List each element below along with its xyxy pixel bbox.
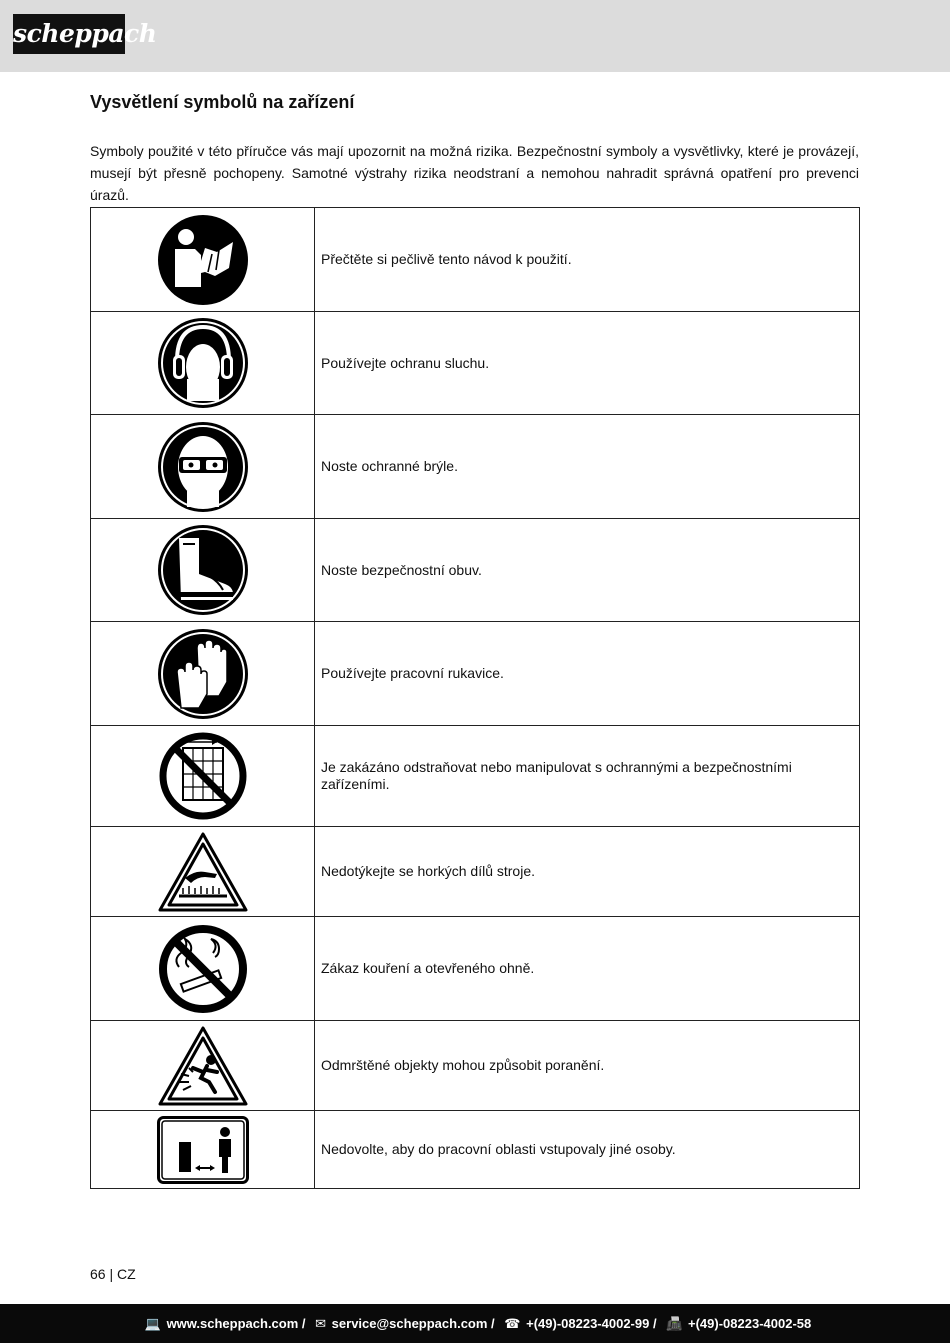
table-row xyxy=(91,1111,860,1189)
scheppach-logo: scheppach xyxy=(13,14,125,54)
table-row xyxy=(91,917,860,1021)
hot-surface-icon xyxy=(157,830,249,914)
icon-cell xyxy=(91,208,315,312)
table-row xyxy=(91,726,860,827)
symbol-description: Odmrštěné objekty mohou způsobit poranění. xyxy=(315,1021,860,1111)
safety-boot-icon xyxy=(157,524,249,616)
symbols-table xyxy=(90,207,860,1189)
fax-icon: 📠 xyxy=(666,1316,683,1331)
table-row xyxy=(91,415,860,519)
table-row xyxy=(91,1021,860,1111)
icon-cell xyxy=(91,1111,315,1189)
no-smoking-icon xyxy=(157,923,249,1015)
email-icon: ✉ xyxy=(315,1316,327,1331)
table-row xyxy=(91,208,860,312)
computer-icon: 💻 xyxy=(144,1316,161,1331)
symbol-description: Používejte ochranu sluchu. xyxy=(315,312,860,415)
icon-cell xyxy=(91,519,315,622)
icon-cell xyxy=(91,622,315,726)
language-code: CZ xyxy=(117,1266,136,1282)
separator: | xyxy=(109,1266,117,1282)
icon-cell xyxy=(91,1021,315,1111)
symbol-description: Používejte pracovní rukavice. xyxy=(315,622,860,726)
footer-fax: +(49)-08223-4002-58 xyxy=(688,1316,812,1331)
table-row xyxy=(91,827,860,917)
symbol-description: Je zakázáno odstraňovat nebo manipulovat s ochrannými a bezpečnostními zařízeními. xyxy=(315,726,860,827)
contact-footer xyxy=(0,1304,950,1343)
intro-paragraph: Symboly použité v této příručce vás mají upozornit na možná rizika. Bezpečnostní symboly a vysvětlivky, které je provázejí, musejí být přesně pochopeny. Samotné výstrahy rizika neodstraní a nemohou nahradit správná opatření pro prevenci úrazů. xyxy=(90,143,859,203)
icon-cell xyxy=(91,415,315,519)
ear-protection-icon xyxy=(157,317,249,409)
footer-website[interactable]: www.scheppach.com / xyxy=(166,1316,306,1331)
read-manual-icon xyxy=(157,214,249,306)
safety-goggles-icon xyxy=(157,421,249,513)
symbol-description: Noste bezpečnostní obuv. xyxy=(315,519,860,622)
page-title: Vysvětlení symbolů na zařízení xyxy=(90,92,355,112)
page-footer-label xyxy=(90,1266,136,1282)
footer-email[interactable]: service@scheppach.com / xyxy=(331,1316,495,1331)
phone-icon: ☎ xyxy=(504,1316,521,1331)
table-row xyxy=(91,312,860,415)
footer-phone: +(49)-08223-4002-99 / xyxy=(526,1316,657,1331)
header-bar xyxy=(0,0,950,72)
icon-cell xyxy=(91,726,315,827)
symbol-description: Nedovolte, aby do pracovní oblasti vstupovaly jiné osoby. xyxy=(315,1111,860,1189)
work-gloves-icon xyxy=(157,628,249,720)
icon-cell xyxy=(91,827,315,917)
symbol-description: Přečtěte si pečlivě tento návod k použití. xyxy=(315,208,860,312)
icon-cell xyxy=(91,312,315,415)
flying-objects-icon xyxy=(157,1024,249,1108)
table-row xyxy=(91,622,860,726)
symbol-description: Zákaz kouření a otevřeného ohně. xyxy=(315,917,860,1021)
keep-distance-icon xyxy=(157,1116,249,1184)
symbol-description: Nedotýkejte se horkých dílů stroje. xyxy=(315,827,860,917)
table-row xyxy=(91,519,860,622)
page-number: 66 xyxy=(90,1266,106,1282)
no-guard-removal-icon xyxy=(157,730,249,822)
symbol-description: Noste ochranné brýle. xyxy=(315,415,860,519)
icon-cell xyxy=(91,917,315,1021)
